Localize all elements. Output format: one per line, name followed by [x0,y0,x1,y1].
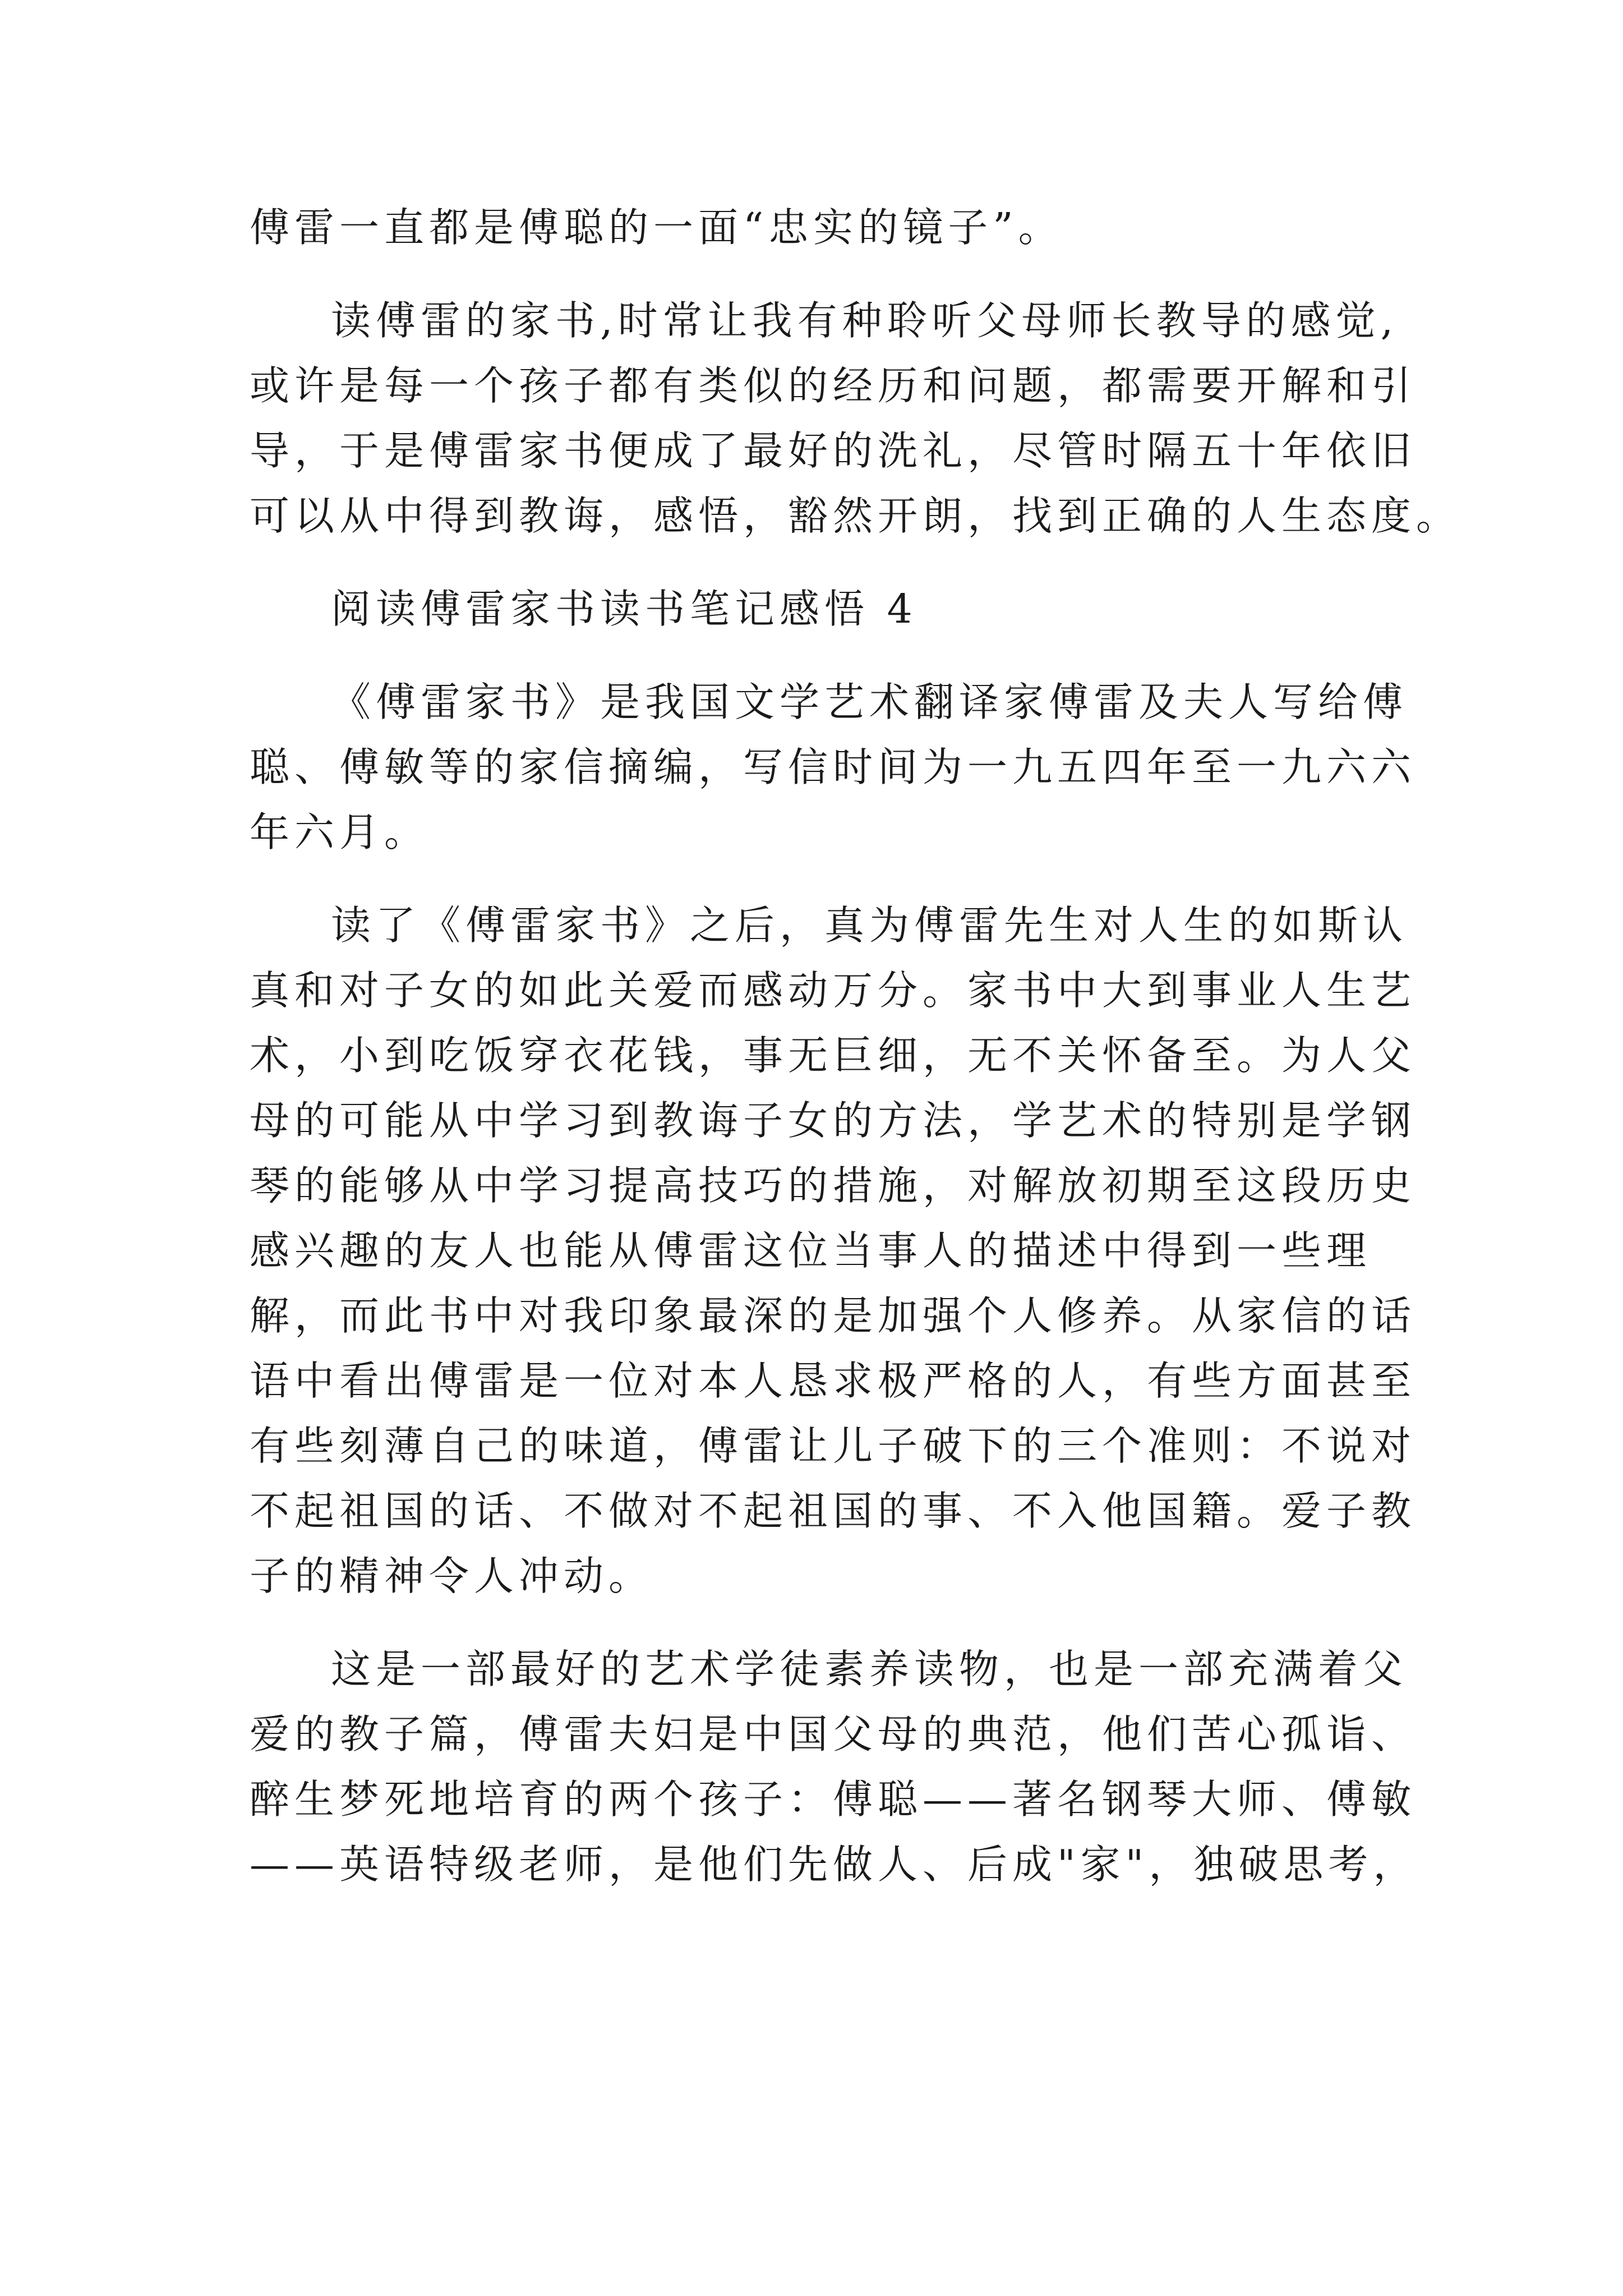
paragraph-line: 子的精神令人冲动。 [250,1553,654,1599]
paragraph-line: 不起祖国的话、不做对不起祖国的事、不入他国籍。爱子教 [250,1488,1417,1534]
paragraph-line: 解，而此书中对我印象最深的是加强个人修养。从家信的话 [250,1292,1417,1339]
paragraph-line: 年六月。 [250,809,430,855]
paragraph-line: 可以从中得到教诲，感悟，豁然开朗，找到正确的人生态度。 [250,493,1461,539]
paragraph-line: 读傅雷的家书,时常让我有种聆听父母师长教导的感觉, [331,297,1399,344]
paragraph-line: 聪、傅敏等的家信摘编，写信时间为一九五四年至一九六六 [250,744,1417,790]
paragraph-line: 语中看出傅雷是一位对本人恳求极严格的人，有些方面甚至 [250,1358,1417,1404]
paragraph-line: 琴的能够从中学习提高技巧的措施，对解放初期至这段历史 [250,1162,1417,1209]
paragraph-line: 真和对子女的如此关爱而感动万分。家书中大到事业人生艺 [250,967,1417,1014]
paragraph-line: 感兴趣的友人也能从傅雷这位当事人的描述中得到一些理 [250,1227,1372,1274]
paragraph-line: 醉生梦死地培育的两个孩子：傅聪——著名钢琴大师、傅敏 [250,1776,1417,1823]
paragraph-line: 这是一部最好的艺术学徒素养读物，也是一部充满着父 [331,1646,1408,1692]
paragraph-line: 《傅雷家书》是我国文学艺术翻译家傅雷及夫人写给傅 [331,679,1408,725]
paragraph-line: 或许是每一个孩子都有类似的经历和问题，都需要开解和引 [250,362,1417,409]
paragraph-line: 读了《傅雷家书》之后，真为傅雷先生对人生的如斯认 [331,902,1408,949]
paragraph-line: 术，小到吃饭穿衣花钱，事无巨细，无不关怀备至。为人父 [250,1032,1417,1079]
paragraph-line: 爱的教子篇，傅雷夫妇是中国父母的典范，他们苦心孤诣、 [250,1711,1417,1757]
paragraph-line: ——英语特级老师，是他们先做人、后成"家"，独破思考， [250,1841,1418,1888]
paragraph-line: 有些刻薄自己的味道，傅雷让儿子破下的三个准则：不说对 [250,1423,1417,1469]
section-heading: 阅读傅雷家书读书笔记感悟 4 [331,586,917,632]
paragraph-line: 傅雷一直都是傅聪的一面“忠实的镜子”。 [250,204,1063,251]
paragraph-line: 导，于是傅雷家书便成了最好的洗礼，尽管时隔五十年依旧 [250,427,1417,474]
paragraph-line: 母的可能从中学习到教诲子女的方法，学艺术的特别是学钢 [250,1097,1417,1144]
